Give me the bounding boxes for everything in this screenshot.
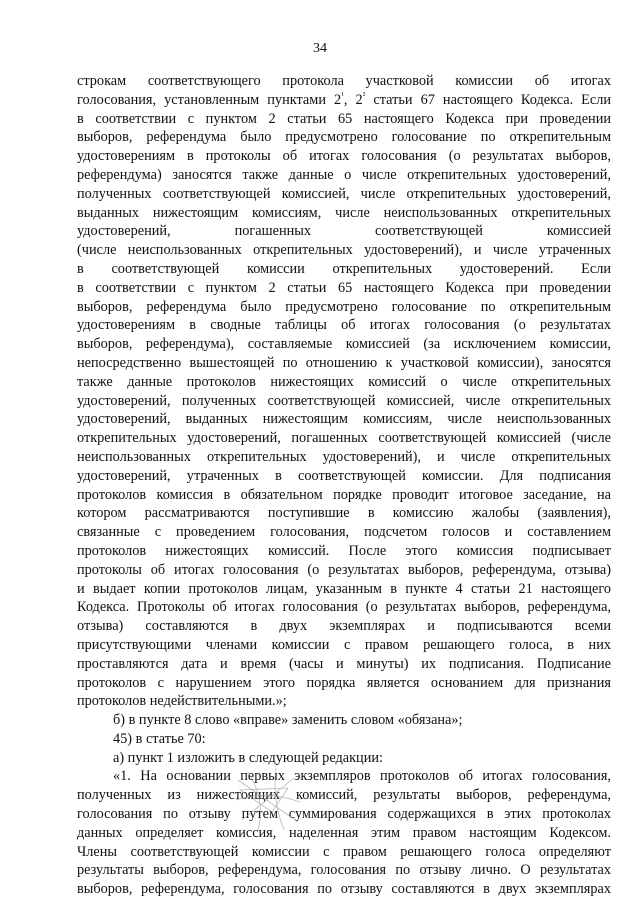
- text-line: «1. На основании первых экземпляров протоколов об итогах голосования,: [113, 768, 611, 785]
- text-line: открепительных удостоверений, погашенных соответствующей комиссией (числе: [77, 430, 611, 447]
- text-line: удостоверениям в протоколы об итогах голосования (о результатах выборов,: [77, 148, 611, 165]
- text-line: неиспользованных открепительных удостоверений), и числе открепительных: [77, 448, 611, 465]
- text-line: непосредственно вышестоящей по отношению к участковой комиссии), заносятся: [77, 354, 611, 371]
- text-line: (числе неиспользованных открепительных удостоверений), и числе утраченных: [77, 242, 611, 259]
- text-line: в соответствии с пунктом 2 статьи 65 настоящего Кодекса при проведении: [77, 110, 611, 127]
- text-line: удостоверений, утраченных в соответствующей комиссии. Для подписания: [77, 467, 611, 484]
- text-line: удостоверений, полученных соответствующей комиссией, числе открепительных: [77, 392, 611, 409]
- text-line: голосования, установленным пунктами $2^{^1}$, $2^{^2}$ статьи 67 настоящего Кодекса. Если: [77, 90, 611, 108]
- text-line: выданных нижестоящим комиссиям, числе неиспользованных открепительных: [77, 204, 611, 221]
- text-line: а) пункт 1 изложить в следующей редакции:: [113, 749, 383, 766]
- text-line: отзыва) составляются в двух экземплярах и подписываются всеми: [77, 618, 611, 635]
- text-line: полученных из нижестоящих комиссий, результаты выборов, референдума,: [77, 787, 611, 804]
- text-line: связанные с проведением голосования, подсчетом голосов и составлением: [77, 524, 611, 541]
- text-line: выборов, референдума было предусмотрено голосование по открепительным: [77, 129, 611, 146]
- text-line: удостоверений, погашенных соответствующей комиссией: [77, 223, 611, 240]
- text-line: протоколов комиссия в обязательном порядке проводит итоговое заседание, на: [77, 486, 611, 503]
- text-line: полученных соответствующей комиссией, числе открепительных удостоверений,: [77, 185, 611, 202]
- text-line: присутствующими членами комиссии с правом решающего голоса, в них: [77, 636, 611, 653]
- text-line: выборов, референдума, голосования по отзыву составляются в двух экземплярах: [77, 881, 611, 898]
- body-text: [77, 72, 611, 899]
- text-line: и выдает копии протоколов лицам, указанным в пункте 4 статьи 21 настоящего: [77, 580, 611, 597]
- text-line: 45) в статье 70:: [113, 730, 206, 747]
- text-line: б) в пункте 8 слово «вправе» заменить словом «обязана»;: [113, 712, 463, 729]
- text-line: референдума) заносятся также данные о числе открепительных удостоверений,: [77, 166, 611, 183]
- text-line: данных определяет комиссия, наделенная этим правом настоящим Кодексом.: [77, 824, 611, 841]
- text-line: голосования по отзыву путем суммирования содержащихся в этих протоколах: [77, 806, 611, 823]
- text-line: в соответствующей комиссии открепительных удостоверений. Если: [77, 260, 611, 277]
- text-line: Члены соответствующей комиссии с правом решающего голоса определяют: [77, 843, 611, 860]
- text-line: результаты выборов, референдума, голосования по отзыву лично. О результатах: [77, 862, 611, 879]
- text-line: протоколы об итогах голосования (о результатах выборов, референдума, отзыва): [77, 561, 611, 578]
- text-line: также данные протоколов нижестоящих комиссий о числе открепительных: [77, 373, 611, 390]
- text-line: в соответствии с пунктом 2 статьи 65 настоящего Кодекса при проведении: [77, 279, 611, 296]
- text-line: протоколов нижестоящих комиссий. После этого комиссия подписывает: [77, 542, 611, 559]
- text-line: протоколов недействительными.»;: [77, 693, 287, 710]
- text-line: котором рассматриваются поступившие в комиссию жалобы (заявления),: [77, 505, 611, 522]
- text-line: удостоверениям в сводные таблицы об итогах голосования (о результатах: [77, 317, 611, 334]
- text-line: проставляются дата и время (часы и минуты) их подписания. Подписание: [77, 655, 611, 672]
- text-line: выборов, референдума), составляемые комиссией (за исключением комиссии,: [77, 336, 611, 353]
- text-line: протоколов с нарушением этого порядка является основанием для признания: [77, 674, 611, 691]
- text-line: удостоверений, выданных нижестоящим комиссиям, числе неиспользованных: [77, 411, 611, 428]
- text-line: Кодекса. Протоколы об итогах голосования (о результатах выборов, референдума,: [77, 599, 611, 616]
- text-line: строкам соответствующего протокола участковой комиссии об итогах: [77, 73, 611, 89]
- page-number: 34: [313, 41, 327, 56]
- text-line: выборов, референдума было предусмотрено голосование по открепительным: [77, 298, 611, 315]
